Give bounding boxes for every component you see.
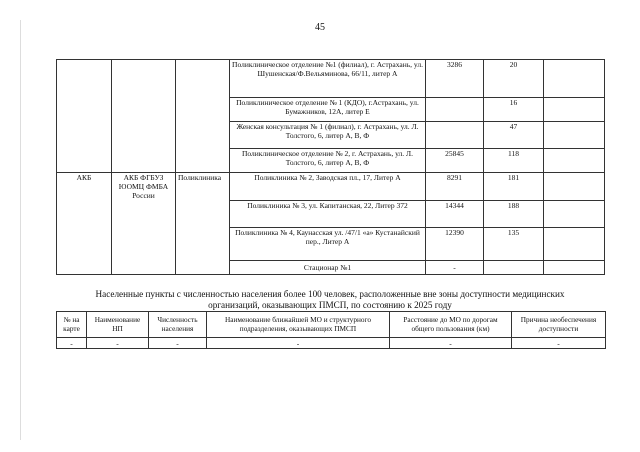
facility-type-cell: Поликлиника [176, 173, 230, 275]
table-cell: - [207, 338, 390, 349]
population-value: 12390 [426, 228, 484, 261]
facility-name: Поликлиника № 2, Заводская пл., 17, Литер А [230, 173, 426, 201]
count-value: 16 [484, 98, 544, 122]
count-value: 181 [484, 173, 544, 201]
table-cell: - [149, 338, 207, 349]
section-heading: Населенные пункты с численностью населения более 100 человек, расположенные вне зоны доступности медицинских организаций, оказывающих ПМСП, по состоянию к 2025 году [95, 289, 565, 310]
organization-cell: АКБ ФГБУЗ ЮОМЦ ФМБА России [112, 173, 176, 275]
facility-name: Стационар №1 [230, 261, 426, 275]
population-value: 8291 [426, 173, 484, 201]
table-cell: - [512, 338, 606, 349]
population-value: 3286 [426, 60, 484, 98]
facility-name: Поликлиника № 3, ул. Капитанская, 22, Литер 372 [230, 201, 426, 228]
facility-name: Поликлиническое отделение № 1 (КДО), г.Астрахань, ул. Бумажников, 12А, литер Е [230, 98, 426, 122]
col-header: Наименование НП [87, 312, 149, 338]
count-value: 118 [484, 149, 544, 173]
count-value: 188 [484, 201, 544, 228]
table-cell: - [390, 338, 512, 349]
facility-name: Поликлиническое отделение №1 (филиал), г. Астрахань, ул. Шушенская/Ф.Вельяминова, 66/11, литер А [230, 60, 426, 98]
facility-name: Поликлиника № 4, Каунасская ул. /47/1 «а» Кустанайский пер., Литер А [230, 228, 426, 261]
population-value: 14344 [426, 201, 484, 228]
table-row [57, 338, 606, 349]
table-cell: - [87, 338, 149, 349]
table-cell: - [57, 338, 87, 349]
population-value [426, 122, 484, 149]
population-value: 25845 [426, 149, 484, 173]
scan-edge-line [20, 20, 21, 440]
page-number: 45 [315, 22, 325, 33]
count-value: 47 [484, 122, 544, 149]
count-value: 135 [484, 228, 544, 261]
col-header: Численность населения [149, 312, 207, 338]
col-header: Расстояние до МО по дорогам общего пользования (км) [390, 312, 512, 338]
district-cell: АКБ [57, 173, 112, 275]
count-value [484, 261, 544, 275]
col-header: № на карте [57, 312, 87, 338]
inaccessible-settlements-table [56, 311, 606, 349]
facility-name: Женская консультация № 1 (филиал), г. Астрахань, ул. Л. Толстого, 6, литер А, В, Ф [230, 122, 426, 149]
col-header: Причина необеспечения доступности [512, 312, 606, 338]
col-header: Наименование ближайшей МО и структурного подразделения, оказывающих ПМСП [207, 312, 390, 338]
population-value: - [426, 261, 484, 275]
facility-name: Поликлиническое отделение № 2, г. Астрахань, ул. Л. Толстого, 6, литер А, В, Ф [230, 149, 426, 173]
count-value: 20 [484, 60, 544, 98]
population-value [426, 98, 484, 122]
facility-table [56, 59, 605, 275]
